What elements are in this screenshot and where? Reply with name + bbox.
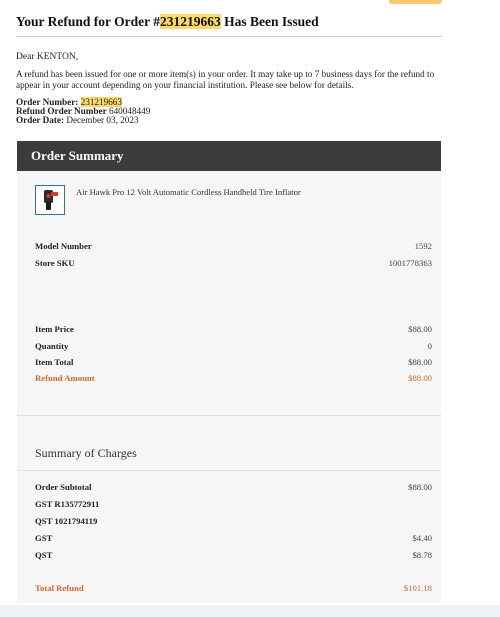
section-divider — [17, 415, 441, 416]
bottom-scroll-area — [0, 605, 500, 617]
gst-registration-row: GST R135772911 — [35, 499, 100, 509]
qst-row: QST $8.78 — [35, 550, 432, 560]
order-summary-panel — [17, 141, 441, 603]
charges-divider — [17, 470, 441, 471]
item-total-row: Item Total $88.00 — [35, 357, 432, 367]
item-row — [35, 185, 435, 219]
refund-message: A refund has been issued for one or more item(s) in your order. It may take up to 7 business days for the refund to appear in your account depending on your financial institution. Please see below for details. — [16, 69, 435, 90]
order-number-highlight: 231219663 — [160, 14, 221, 29]
summary-of-charges-heading: Summary of Charges — [35, 446, 137, 460]
title-divider — [16, 36, 442, 37]
total-refund-row: Total Refund $101.18 — [35, 583, 432, 593]
item-price-row: Item Price $88.00 — [35, 324, 432, 334]
refund-order-line: Refund Order Number 640048449 — [16, 106, 151, 116]
quantity-row: Quantity 0 — [35, 341, 432, 351]
refund-amount-row: Refund Amount $88.00 — [35, 373, 432, 383]
order-number-line: Order Number: 231219663 — [16, 97, 122, 107]
gst-row: GST $4.40 — [35, 533, 432, 543]
top-action-button[interactable] — [389, 0, 442, 4]
page-title: Your Refund for Order #231219663 Has Been Issued — [16, 14, 319, 29]
model-number-row: Model Number 1592 — [35, 241, 432, 251]
order-subtotal-row: Order Subtotal $88.00 — [35, 482, 432, 492]
qst-registration-row: QST 1021794119 — [35, 516, 98, 526]
order-summary-header: Order Summary — [17, 141, 441, 171]
tire-inflator-icon[interactable] — [35, 185, 65, 215]
order-date-line: Order Date: December 03, 2023 — [16, 115, 139, 125]
store-sku-row: Store SKU 1001778363 — [35, 258, 432, 268]
greeting: Dear KENTON, — [16, 52, 79, 62]
order-meta — [16, 98, 150, 125]
item-name[interactable]: Air Hawk Pro 12 Volt Automatic Cordless Handheld Tire Inflator — [76, 187, 301, 197]
